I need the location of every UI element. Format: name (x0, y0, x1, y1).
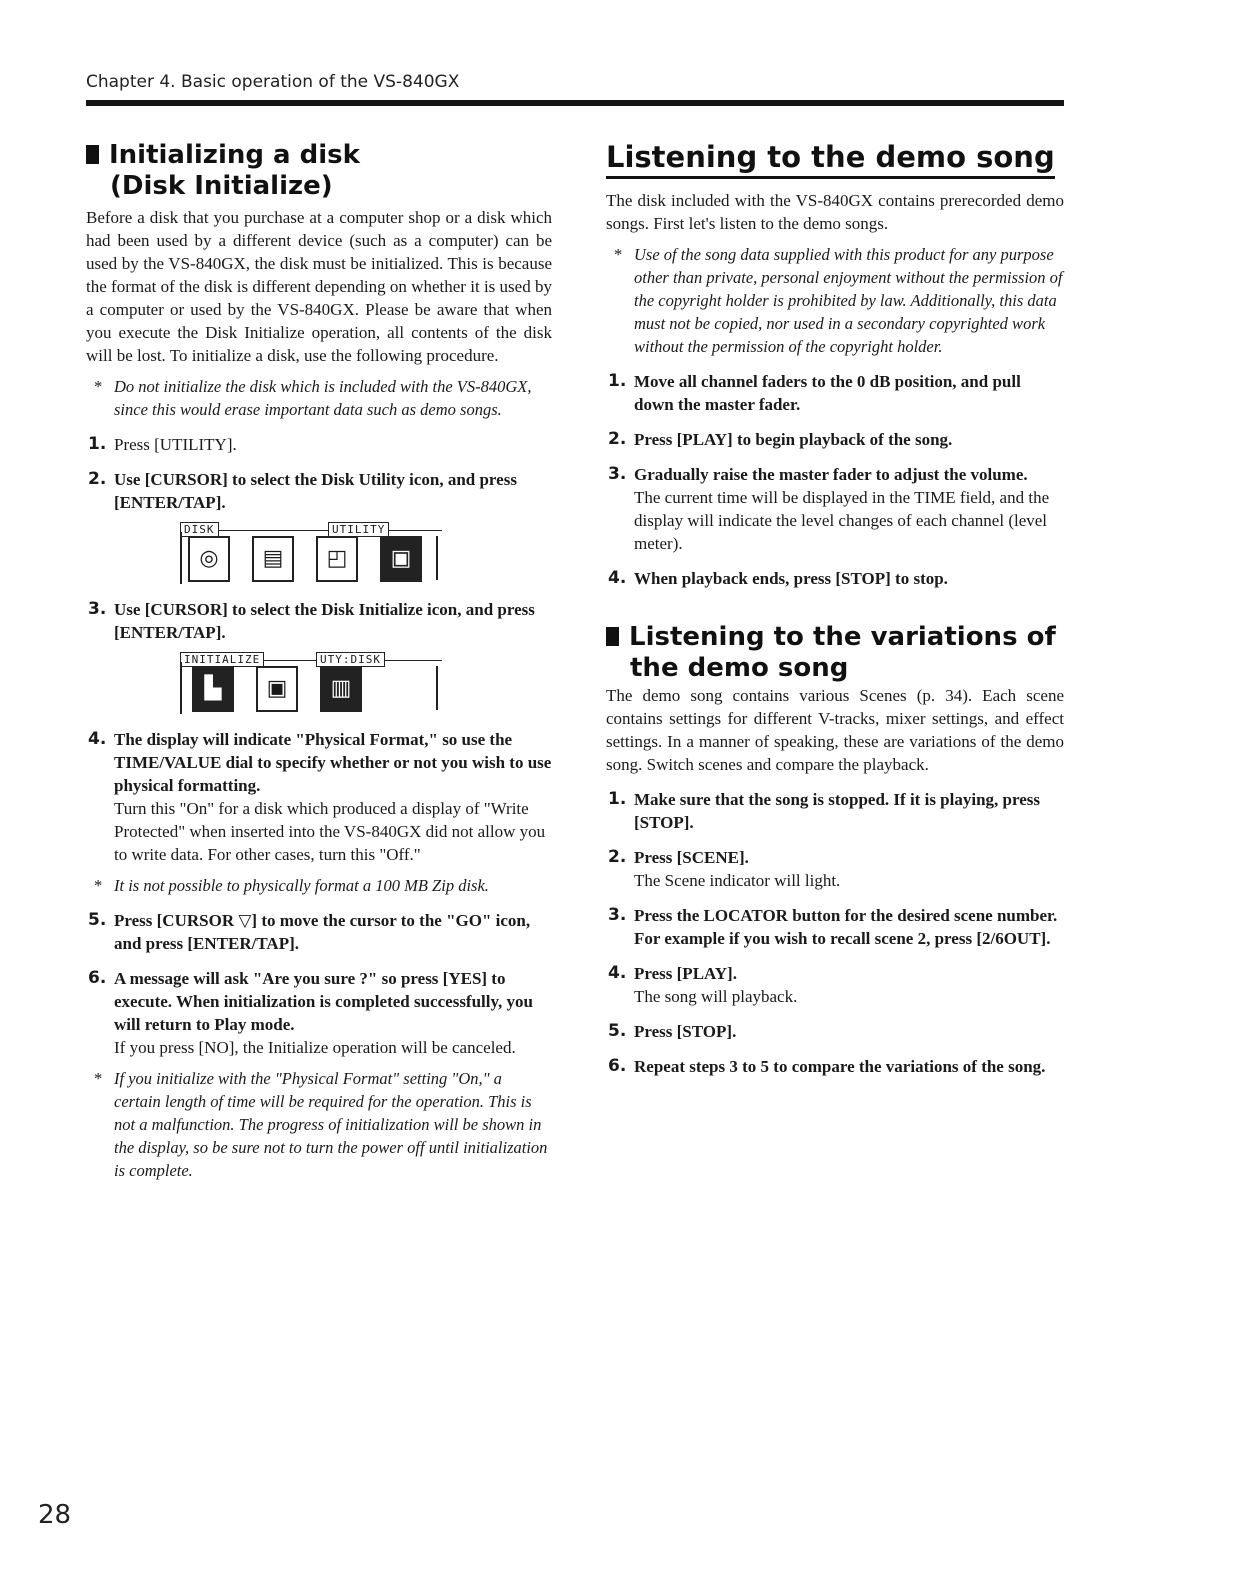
section-title-demo-song: Listening to the demo song (606, 140, 1055, 179)
step: 2. Use [CURSOR] to select the Disk Utility icon, and press [ENTER/TAP]. (88, 469, 517, 512)
intro-paragraph: Before a disk that you purchase at a computer shop or a disk which had been used by a different device (such as a computer) can be used by the VS-840GX, the disk must be initialized. This is because the format of the disk is different depending on whether it is used by a computer or used by the VS-840GX. Please be aware that when you execute the Disk Initialize operation, all contents of the disk will be lost. To initialize a disk, use the following procedure. (86, 208, 552, 365)
step: 3. Press the LOCATOR button for the desired scene number. For example if you wish to recall scene 2, press [2/6OUT]. (608, 905, 1058, 948)
note: * Use of the song data supplied with this product for any purpose other than private, personal enjoyment without the permission of the copyright holder is prohibited by law. Additionally, this data must not be copied, nor used in a secondary copyrighted work without the permission of the copyright holder. (614, 245, 1063, 356)
section-bullet-icon (606, 627, 619, 646)
disk-icon: ◎ (188, 536, 230, 582)
left-column (86, 140, 552, 1182)
chapter-header: Chapter 4. Basic operation of the VS-840GX (86, 72, 460, 92)
lcd-label: DISK (180, 522, 219, 537)
header-rule (86, 100, 1064, 106)
init-box-icon: ▣ (256, 666, 298, 712)
section-title-initialize: Initializing a disk (Disk Initialize) (86, 140, 552, 202)
step: 4. Press [PLAY]. The song will playback. (608, 963, 798, 1006)
lcd-label: UTY:DISK (316, 652, 385, 667)
step: 5. Press [STOP]. (608, 1021, 737, 1041)
lcd-label: UTILITY (328, 522, 389, 537)
page-number: 28 (38, 1500, 72, 1530)
intro-paragraph: The disk included with the VS-840GX contains prerecorded demo songs. First let's listen to the demo songs. (606, 191, 1064, 233)
lcd-disk-utility (180, 522, 442, 586)
lcd-label: INITIALIZE (180, 652, 264, 667)
note: * It is not possible to physically format a 100 MB Zip disk. (94, 876, 489, 895)
meter-icon: ▥ (320, 666, 362, 712)
step: 4. The display will indicate "Physical Format," so use the TIME/VALUE dial to specify whether or not you wish to use physical formatting. Turn this "On" for a disk which produced a display of "Write Protected" when inserted into the VS-840GX did not allow you to write data. For other cases, turn this "Off." (88, 729, 552, 864)
step: 6. Repeat steps 3 to 5 to compare the variations of the song. (608, 1056, 1046, 1076)
right-column (606, 140, 1064, 1078)
step: 1. Move all channel faders to the 0 dB position, and pull down the master fader. (608, 371, 1021, 414)
note: * If you initialize with the "Physical Format" setting "On," a certain length of time will be required for the operation. This is not a malfunction. The progress of initialization will be shown in the display, so be sure not to turn the power off until initialization is complete. (94, 1069, 548, 1180)
lcd-disk-initialize (180, 652, 442, 716)
note: * Do not initialize the disk which is included with the VS-840GX, since this would erase important data such as demo songs. (94, 377, 532, 419)
step: 2. Press [PLAY] to begin playback of the song. (608, 429, 953, 449)
initialize-icon: ▙ (192, 666, 234, 712)
step: 2. Press [SCENE]. The Scene indicator will light. (608, 847, 841, 890)
step: 4. When playback ends, press [STOP] to stop. (608, 568, 948, 588)
step: 1. Press [UTILITY]. (88, 434, 237, 454)
section-bullet-icon (86, 145, 99, 164)
step: 5. Press [CURSOR ▽] to move the cursor to the "GO" icon, and press [ENTER/TAP]. (88, 910, 531, 953)
floppy-icon: ▣ (380, 536, 422, 582)
step: 6. A message will ask "Are you sure ?" so press [YES] to execute. When initialization is completed successfully, you will return to Play mode. If you press [NO], the Initialize operation will be canceled. (88, 968, 534, 1057)
section-title-variations: Listening to the variations of the demo song (606, 622, 1064, 684)
step: 3. Gradually raise the master fader to adjust the volume. The current time will be displayed in the TIME field, and the display will indicate the level changes of each channel (level meter). (608, 464, 1050, 553)
step: 1. Make sure that the song is stopped. If it is playing, press [STOP]. (608, 789, 1041, 832)
intro-paragraph: The demo song contains various Scenes (p. 34). Each scene contains settings for different V-tracks, mixer settings, and effect settings. In a manner of speaking, these are variations of the demo song. Switch scenes and compare the playback. (606, 686, 1064, 774)
document-icon: ▤ (252, 536, 294, 582)
step: 3. Use [CURSOR] to select the Disk Initialize icon, and press [ENTER/TAP]. (88, 599, 535, 642)
utility-icon: ◰ (316, 536, 358, 582)
